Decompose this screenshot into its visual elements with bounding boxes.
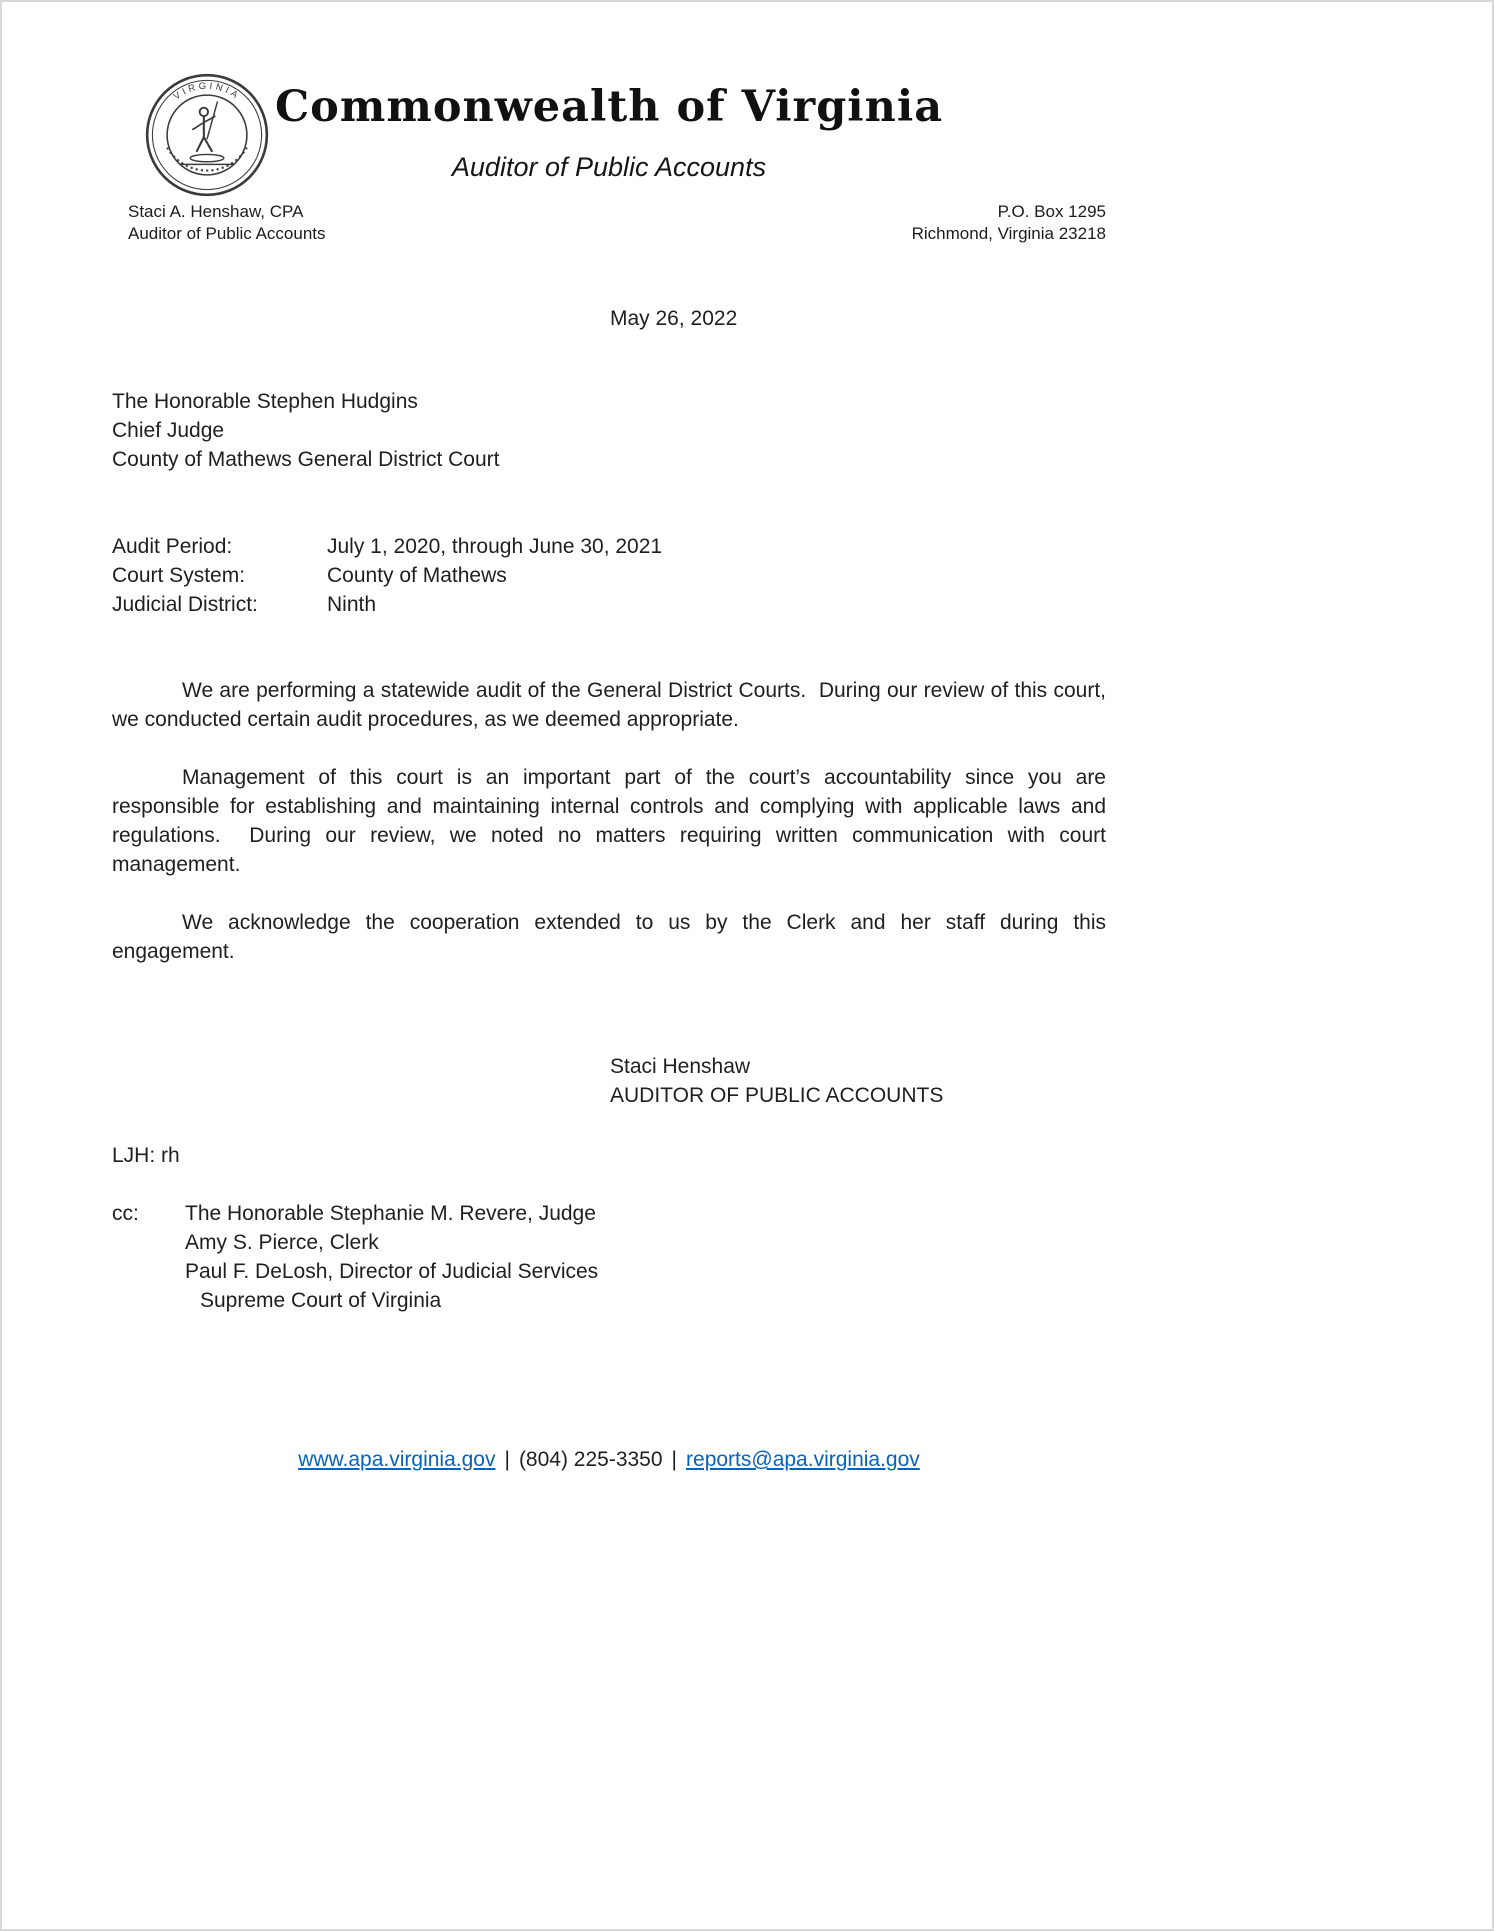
judicial-district-row xyxy=(112,590,1106,619)
cc-line: Amy S. Pierce, Clerk xyxy=(185,1231,379,1254)
po-box-line: P.O. Box 1295 xyxy=(997,202,1106,221)
audit-period-label: Audit Period: xyxy=(112,535,233,558)
signer-title: AUDITOR OF PUBLIC ACCOUNTS xyxy=(610,1084,944,1107)
cc-line: The Honorable Stephanie M. Revere, Judge xyxy=(185,1202,596,1225)
court-system-value: County of Mathews xyxy=(327,564,507,587)
auditor-title: Auditor of Public Accounts xyxy=(128,224,326,243)
footer-separator: | xyxy=(504,1448,510,1471)
court-system-row xyxy=(112,561,1106,590)
letterhead xyxy=(112,2,1106,245)
letter-body xyxy=(112,676,1112,966)
org-subtitle: Auditor of Public Accounts xyxy=(451,152,767,182)
reference-initials: LJH: rh xyxy=(112,1144,180,1167)
seal-arc-text: VIRGINIA xyxy=(171,80,243,103)
body-paragraph-1: We are performing a statewide audit of the General District Courts. During our review of this court, we conducted certain audit procedures, as we deemed appropriate. xyxy=(112,679,1112,731)
audit-period-row xyxy=(112,532,1106,561)
virginia-state-seal-icon xyxy=(144,72,270,198)
recipient-name: The Honorable Stephen Hudgins xyxy=(112,390,418,413)
cc-lines xyxy=(185,1199,598,1315)
address-block xyxy=(912,201,1106,245)
recipient-court: County of Mathews General District Court xyxy=(112,448,500,471)
page-footer xyxy=(112,1448,1106,1472)
letter-date: May 26, 2022 xyxy=(610,307,738,330)
cc-block xyxy=(112,1199,1106,1315)
recipient-title: Chief Judge xyxy=(112,419,225,442)
audit-period-value: July 1, 2020, through June 30, 2021 xyxy=(327,535,663,558)
letterhead-contacts xyxy=(112,201,1106,245)
cc-line: Supreme Court of Virginia xyxy=(200,1289,442,1312)
court-system-label: Court System: xyxy=(112,564,246,587)
letter-content xyxy=(112,2,1112,1315)
cc-line: Paul F. DeLosh, Director of Judicial Services xyxy=(185,1260,599,1283)
signature-block xyxy=(610,1052,1106,1110)
website-link[interactable]: www.apa.virginia.gov xyxy=(298,1448,496,1471)
email-link[interactable]: reports@apa.virginia.gov xyxy=(686,1448,920,1471)
phone-number: (804) 225-3350 xyxy=(518,1448,663,1471)
judicial-district-value: Ninth xyxy=(327,593,377,616)
audit-info-block xyxy=(112,532,1106,619)
org-title: Commonwealth of Virginia xyxy=(274,82,944,132)
body-paragraph-2: Management of this court is an important part of the court’s accountability since you are responsible for establishing and maintaining internal controls and complying with applicable laws and regulations. During our review, we noted no matters requiring written communication with court management. xyxy=(112,766,1112,876)
judicial-district-label: Judicial District: xyxy=(112,593,258,616)
signer-name: Staci Henshaw xyxy=(610,1055,751,1078)
cc-label: cc: xyxy=(112,1202,139,1225)
body-paragraph-3: We acknowledge the cooperation extended to us by the Clerk and her staff during this engagement. xyxy=(112,911,1112,963)
svg-text:VIRGINIA xyxy=(172,81,243,103)
auditor-name: Staci A. Henshaw, CPA xyxy=(128,202,304,221)
city-state-zip-line: Richmond, Virginia 23218 xyxy=(911,224,1106,243)
footer-separator: | xyxy=(671,1448,678,1471)
recipient-block xyxy=(112,387,1106,474)
auditor-contact-block xyxy=(112,201,326,245)
